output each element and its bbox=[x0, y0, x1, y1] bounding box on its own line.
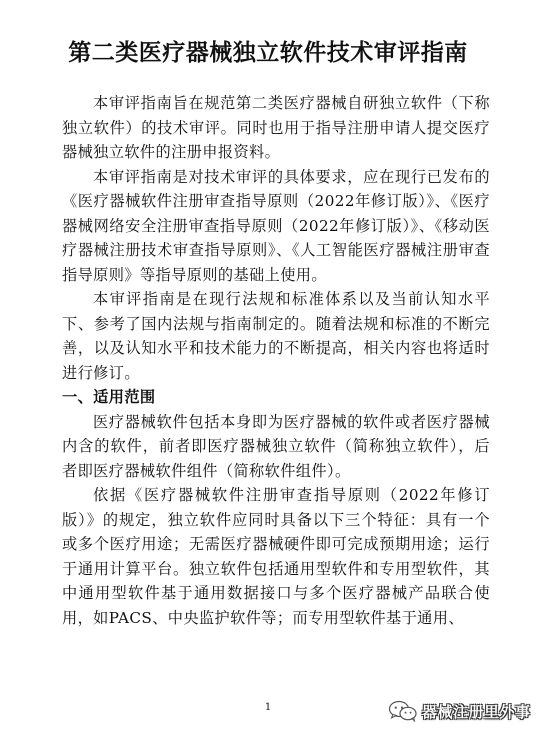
page-number: 1 bbox=[264, 702, 272, 713]
watermark bbox=[388, 700, 531, 722]
intro-paragraph-1: 本审评指南旨在规范第二类医疗器械自研独立软件（下称独立软件）的技术审评。同时也用于指导注册申请人提交医疗器械独立软件的注册申报资料。 bbox=[62, 94, 490, 161]
intro-paragraph-3: 本审评指南是在现行法规和标准体系以及当前认知水平下、参考了国内法规与指南制定的。随着法规和标准的不断完善，以及认知水平和技术能力的不断提高，相关内容也将适时进行修订。 bbox=[62, 290, 490, 382]
scope-paragraph-2: 依据《医疗器械软件注册审查指导原则（2022年修订版）》的规定，独立软件应同时具备以下三个特征：具有一个或多个医疗用途；无需医疗器械硬件即可完成预期用途；运行于通用计算平台。独立软件包括通用型软件和专用型软件，其中通用型软件基于通用数据接口与多个医疗器械产品联合使用，如PACS、中央监护软件等；而专用型软件基于通用、 bbox=[62, 486, 490, 627]
section-heading-scope: 一、适用范围 bbox=[62, 388, 156, 406]
intro-paragraph-2: 本审评指南是对技术审评的具体要求，应在现行已发布的《医疗器械软件注册审查指导原则（2022年修订版）》、《医疗器械网络安全注册审查指导原则（2022年修订版）》、《移动医疗器械注册技术审查指导原则》、《人工智能医疗器械注册审查指导原则》等指导原则的基础上使用。 bbox=[62, 167, 490, 284]
scope-paragraph-1: 医疗器械软件包括本身即为医疗器械的软件或者医疗器械内含的软件，前者即医疗器械独立软件（简称独立软件），后者即医疗器械软件组件（简称软件组件）。 bbox=[62, 412, 490, 480]
watermark-text: 器械注册里外事 bbox=[422, 702, 531, 721]
document-body bbox=[62, 91, 490, 630]
wechat-icon bbox=[388, 700, 418, 722]
document-title: 第二类医疗器械独立软件技术审评指南 bbox=[68, 39, 468, 66]
